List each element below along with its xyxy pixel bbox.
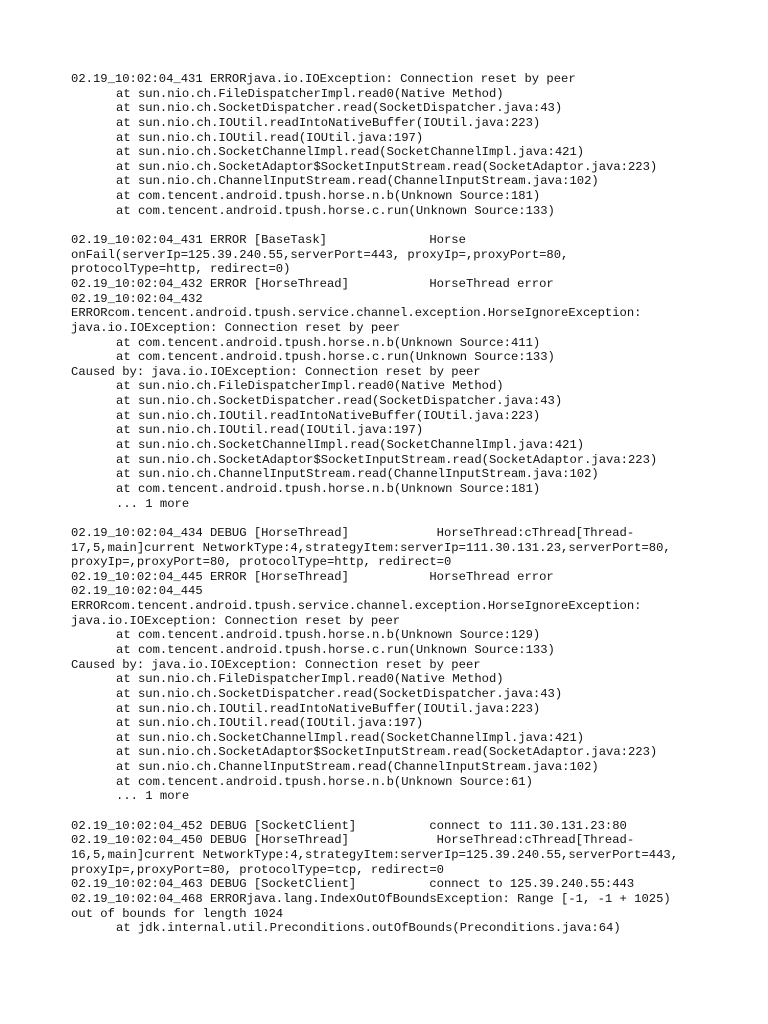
log-line: 02.19_10:02:04_450 DEBUG [HorseThread] HorseThread:cThread[Thread- bbox=[71, 833, 635, 848]
log-line: 02.19_10:02:04_431 ERROR [BaseTask] Horse bbox=[71, 233, 466, 248]
stack-trace-line: at sun.nio.ch.SocketDispatcher.read(SocketDispatcher.java:43) bbox=[116, 394, 563, 409]
log-document bbox=[71, 72, 751, 936]
log-line: proxyIp=,proxyPort=80, protocolType=tcp, redirect=0 bbox=[71, 862, 444, 877]
log-line: out of bounds for length 1024 bbox=[71, 906, 284, 921]
stack-trace-line: at sun.nio.ch.SocketAdaptor$SocketInputStream.read(SocketAdaptor.java:223) bbox=[116, 745, 658, 760]
stack-trace-line: at sun.nio.ch.SocketChannelImpl.read(SocketChannelImpl.java:421) bbox=[116, 145, 585, 160]
stack-trace-line: at sun.nio.ch.SocketDispatcher.read(SocketDispatcher.java:43) bbox=[116, 686, 563, 701]
stack-trace-line: at sun.nio.ch.SocketChannelImpl.read(SocketChannelImpl.java:421) bbox=[116, 730, 585, 745]
stack-trace-line: at com.tencent.android.tpush.horse.c.run(Unknown Source:133) bbox=[116, 642, 555, 657]
stack-trace-line: at sun.nio.ch.IOUtil.readIntoNativeBuffer(IOUtil.java:223) bbox=[116, 408, 541, 423]
stack-trace-line: at sun.nio.ch.SocketDispatcher.read(SocketDispatcher.java:43) bbox=[116, 101, 563, 116]
log-line: java.io.IOException: Connection reset by peer bbox=[71, 613, 401, 628]
stack-trace-line: at com.tencent.android.tpush.horse.c.run(Unknown Source:133) bbox=[116, 350, 555, 365]
log-line: 02.19_10:02:04_432 bbox=[71, 291, 203, 306]
log-line: protocolType=http, redirect=0) bbox=[71, 262, 291, 277]
log-line: Caused by: java.io.IOException: Connection reset by peer bbox=[71, 364, 481, 379]
stack-trace-line: at sun.nio.ch.ChannelInputStream.read(ChannelInputStream.java:102) bbox=[116, 174, 599, 189]
log-line: 16,5,main]current NetworkType:4,strategyItem:serverIp=125.39.240.55,serverPort=443, bbox=[71, 847, 679, 862]
stack-trace-line: at com.tencent.android.tpush.horse.n.b(Unknown Source:181) bbox=[116, 189, 541, 204]
stack-trace-line: at com.tencent.android.tpush.horse.n.b(Unknown Source:61) bbox=[116, 774, 533, 789]
stack-trace-line: at sun.nio.ch.SocketChannelImpl.read(SocketChannelImpl.java:421) bbox=[116, 438, 585, 453]
stack-trace-line: at com.tencent.android.tpush.horse.n.b(Unknown Source:411) bbox=[116, 335, 541, 350]
log-line: 02.19_10:02:04_452 DEBUG [SocketClient] connect to 111.30.131.23:80 bbox=[71, 818, 627, 833]
log-line: 02.19_10:02:04_445 bbox=[71, 584, 203, 599]
stack-trace-line: at sun.nio.ch.SocketAdaptor$SocketInputStream.read(SocketAdaptor.java:223) bbox=[116, 159, 658, 174]
log-line: ERRORcom.tencent.android.tpush.service.channel.exception.HorseIgnoreException: bbox=[71, 306, 642, 321]
stack-trace-line: at com.tencent.android.tpush.horse.n.b(Unknown Source:181) bbox=[116, 481, 541, 496]
log-line: java.io.IOException: Connection reset by peer bbox=[71, 320, 401, 335]
stack-trace-line: ... 1 more bbox=[116, 789, 190, 804]
stack-trace-line: at sun.nio.ch.IOUtil.read(IOUtil.java:197) bbox=[116, 130, 424, 145]
stack-trace-line: at sun.nio.ch.FileDispatcherImpl.read0(Native Method) bbox=[116, 86, 504, 101]
stack-trace-line: at sun.nio.ch.IOUtil.readIntoNativeBuffer(IOUtil.java:223) bbox=[116, 701, 541, 716]
stack-trace-line: ... 1 more bbox=[116, 496, 190, 511]
stack-trace-line: at jdk.internal.util.Preconditions.outOfBounds(Preconditions.java:64) bbox=[116, 921, 621, 936]
log-line: 02.19_10:02:04_468 ERRORjava.lang.IndexOutOfBoundsException: Range [-1, -1 + 1025) bbox=[71, 891, 671, 906]
log-line: 02.19_10:02:04_432 ERROR [HorseThread] HorseThread error bbox=[71, 276, 554, 291]
stack-trace-line: at sun.nio.ch.ChannelInputStream.read(ChannelInputStream.java:102) bbox=[116, 760, 599, 775]
log-line: ERRORcom.tencent.android.tpush.service.channel.exception.HorseIgnoreException: bbox=[71, 599, 642, 614]
log-line: 02.19_10:02:04_434 DEBUG [HorseThread] HorseThread:cThread[Thread- bbox=[71, 525, 635, 540]
stack-trace-line: at sun.nio.ch.IOUtil.read(IOUtil.java:197) bbox=[116, 423, 424, 438]
log-line: onFail(serverIp=125.39.240.55,serverPort=443, proxyIp=,proxyPort=80, bbox=[71, 247, 569, 262]
log-line: 02.19_10:02:04_445 ERROR [HorseThread] HorseThread error bbox=[71, 569, 554, 584]
log-line: 17,5,main]current NetworkType:4,strategyItem:serverIp=111.30.131.23,serverPort=80, bbox=[71, 540, 671, 555]
log-line: Caused by: java.io.IOException: Connection reset by peer bbox=[71, 657, 481, 672]
stack-trace-line: at sun.nio.ch.FileDispatcherImpl.read0(Native Method) bbox=[116, 672, 504, 687]
stack-trace-line: at sun.nio.ch.SocketAdaptor$SocketInputStream.read(SocketAdaptor.java:223) bbox=[116, 452, 658, 467]
stack-trace-line: at com.tencent.android.tpush.horse.c.run(Unknown Source:133) bbox=[116, 203, 555, 218]
blank-line bbox=[71, 511, 751, 526]
blank-line bbox=[71, 804, 751, 819]
stack-trace-line: at sun.nio.ch.FileDispatcherImpl.read0(Native Method) bbox=[116, 379, 504, 394]
blank-line bbox=[71, 218, 751, 233]
stack-trace-line: at sun.nio.ch.IOUtil.read(IOUtil.java:197) bbox=[116, 716, 424, 731]
log-line: proxyIp=,proxyPort=80, protocolType=http, redirect=0 bbox=[71, 555, 452, 570]
stack-trace-line: at com.tencent.android.tpush.horse.n.b(Unknown Source:129) bbox=[116, 628, 541, 643]
log-line: 02.19_10:02:04_463 DEBUG [SocketClient] connect to 125.39.240.55:443 bbox=[71, 877, 635, 892]
stack-trace-line: at sun.nio.ch.ChannelInputStream.read(ChannelInputStream.java:102) bbox=[116, 467, 599, 482]
log-line: 02.19_10:02:04_431 ERRORjava.io.IOException: Connection reset by peer bbox=[71, 72, 576, 86]
stack-trace-line: at sun.nio.ch.IOUtil.readIntoNativeBuffer(IOUtil.java:223) bbox=[116, 115, 541, 130]
